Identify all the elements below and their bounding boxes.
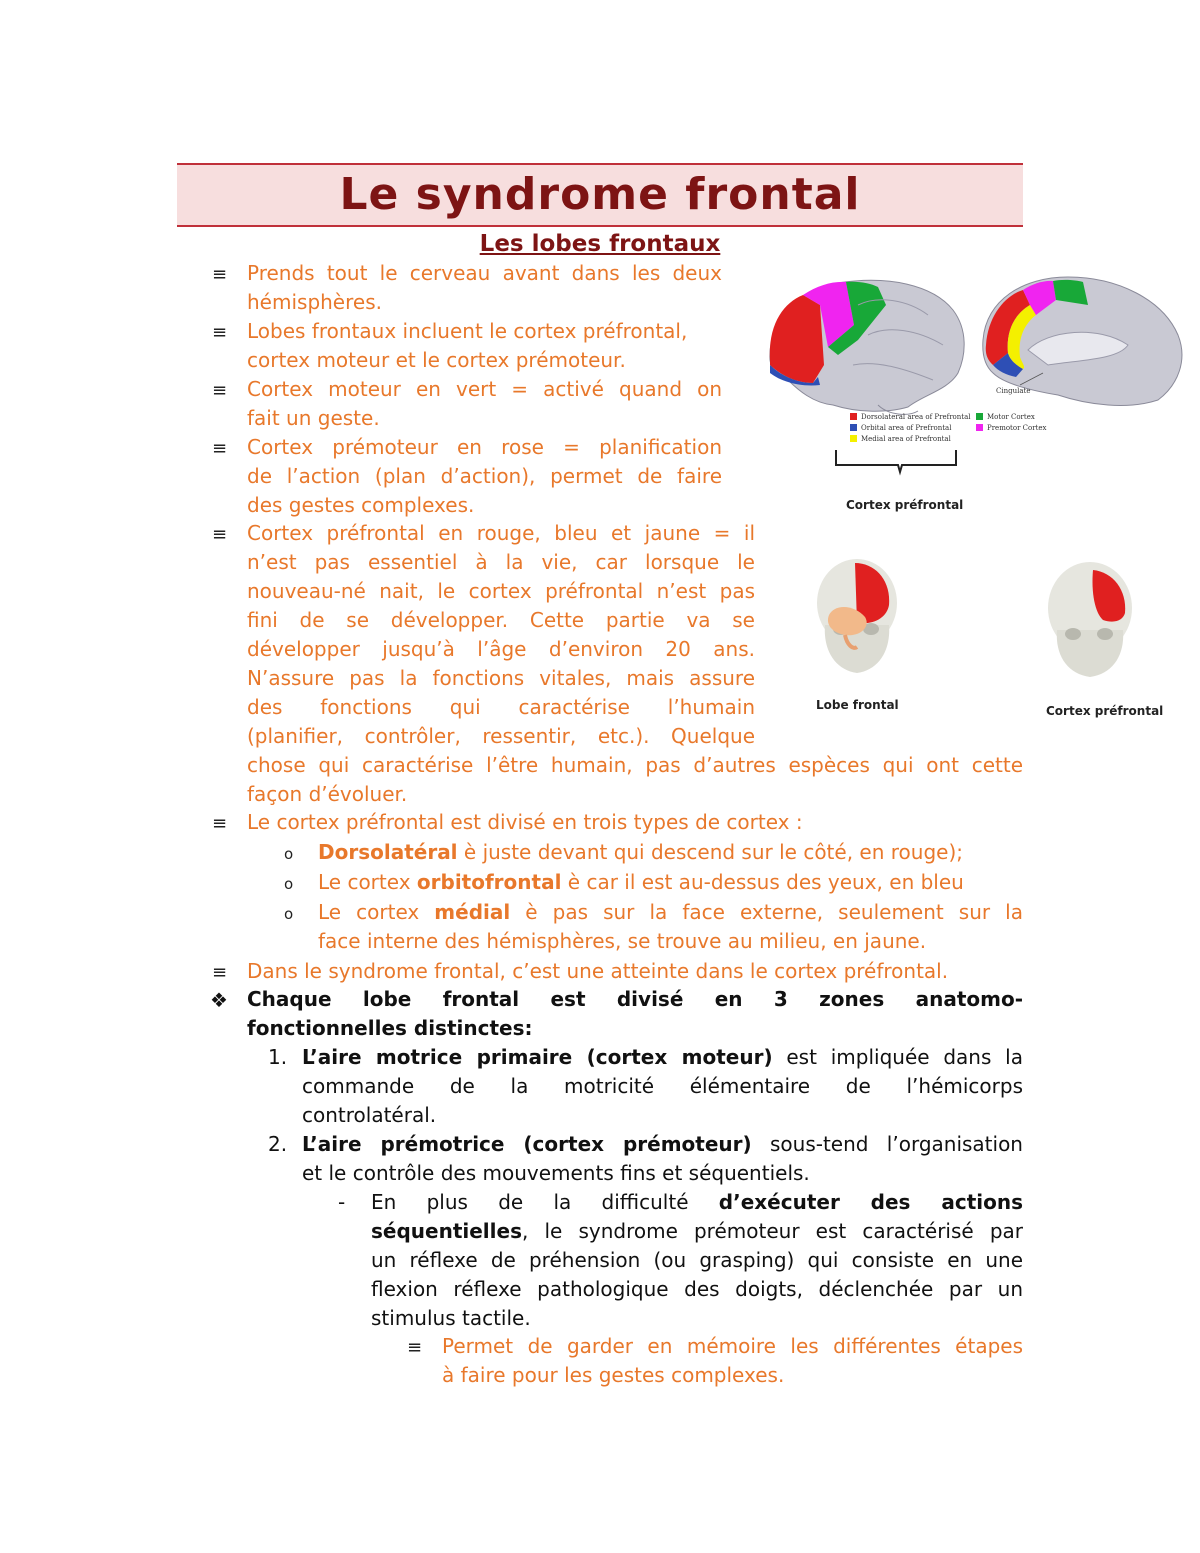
text-line: N’assure pas la fonctions vitales, mais assure [247, 666, 755, 690]
text-line: Le cortex préfrontal est divisé en trois types de cortex : [247, 810, 803, 834]
text-line: à faire pour les gestes complexes. [442, 1363, 785, 1387]
text-line: un réflexe de préhension (ou grasping) qui consiste en une [371, 1248, 1023, 1272]
cingulate-label: Cingulate [996, 387, 1031, 395]
text-line: des fonctions qui caractérise l’humain [247, 695, 755, 719]
text-line: hémisphères. [247, 290, 382, 314]
diamond-bullet-icon: ❖ [210, 988, 228, 1012]
text-line: et le contrôle des mouvements fins et séquentiels. [302, 1161, 810, 1185]
sub-bullet-icon: o [284, 875, 294, 893]
text-line: cortex moteur et le cortex prémoteur. [247, 348, 626, 372]
skull-frontal-lobe-image [805, 555, 910, 675]
bullet-icon: ≡ [212, 813, 228, 834]
text-line: façon d’évoluer. [247, 782, 408, 806]
text-line: controlatéral. [302, 1103, 437, 1127]
text-line: stimulus tactile. [371, 1306, 531, 1330]
text-line: Lobes frontaux incluent le cortex préfrontal, [247, 319, 688, 343]
svg-text:Medial area of Prefrontal: Medial area of Prefrontal [861, 435, 951, 443]
page-title: Le syndrome frontal [339, 169, 861, 220]
svg-text:Premotor Cortex: Premotor Cortex [987, 424, 1047, 432]
sub-bullet-icon: o [284, 905, 294, 923]
text-line: fonctionnelles distinctes: [247, 1016, 533, 1040]
numbered-item-2: L’aire prémotrice (cortex prémoteur) sous-tend l’organisation [302, 1132, 1023, 1156]
bullet-icon: ≡ [212, 322, 228, 343]
text-line: Permet de garder en mémoire les différentes étapes [442, 1334, 1023, 1358]
svg-text:Motor Cortex: Motor Cortex [987, 413, 1035, 421]
figure-caption: Lobe frontal [816, 698, 899, 712]
sub-item-medial: Le cortex médial è pas sur la face externe, seulement sur la [318, 900, 1023, 924]
text-line: de l’action (plan d’action), permet de faire [247, 464, 722, 488]
skull-prefrontal-image [1035, 558, 1145, 678]
text-line: nouveau-né nait, le cortex préfrontal n’est pas [247, 579, 755, 603]
svg-text:Orbital area of Prefrontal: Orbital area of Prefrontal [861, 424, 952, 432]
figure-caption: Cortex préfrontal [846, 498, 964, 512]
text-line: (planifier, contrôler, ressentir, etc.). Quelque [247, 724, 755, 748]
bullet-icon: ≡ [407, 1337, 423, 1358]
brain-diagram-figure [758, 265, 1190, 520]
bullet-icon: ≡ [212, 264, 228, 285]
text-line: fait un geste. [247, 406, 380, 430]
text-line: flexion réflexe pathologique des doigts, déclenchée par un [371, 1277, 1023, 1301]
sub-item-dorsolateral: Dorsolatéral è juste devant qui descend sur le côté, en rouge); [318, 840, 963, 864]
text-line: Dans le syndrome frontal, c’est une atteinte dans le cortex préfrontal. [247, 959, 949, 983]
sub-bullet-icon: o [284, 845, 294, 863]
text-line: commande de la motricité élémentaire de l’hémicorps [302, 1074, 1023, 1098]
section-heading: Les lobes frontaux [479, 231, 721, 257]
svg-text:Dorsolateral area of Prefronta: Dorsolateral area of Prefrontal [861, 413, 971, 421]
text-line: Chaque lobe frontal est divisé en 3 zones anatomo- [247, 987, 1023, 1011]
bullet-icon: ≡ [212, 380, 228, 401]
text-line: développer jusqu’à l’âge d’environ 20 ans. [247, 637, 755, 661]
text-line: Cortex préfrontal en rouge, bleu et jaune = il [247, 521, 755, 545]
text-line: chose qui caractérise l’être humain, pas d’autres espèces qui ont cette [247, 753, 1023, 777]
bullet-icon: ≡ [212, 524, 228, 545]
dash-bullet: - [338, 1190, 346, 1214]
text-line: Prends tout le cerveau avant dans les deux [247, 261, 722, 285]
text-line: Cortex moteur en vert = activé quand on [247, 377, 722, 401]
figure-caption: Cortex préfrontal [1046, 704, 1164, 718]
text-line: n’est pas essentiel à la vie, car lorsque le [247, 550, 755, 574]
bullet-icon: ≡ [212, 438, 228, 459]
text-line: séquentielles, le syndrome prémoteur est caractérisé par [371, 1219, 1023, 1243]
numbered-item-1: L’aire motrice primaire (cortex moteur) est impliquée dans la [302, 1045, 1023, 1069]
text-line: fini de se développer. Cette partie va se [247, 608, 755, 632]
list-number: 1. [268, 1045, 288, 1069]
text-line: face interne des hémisphères, se trouve au milieu, en jaune. [318, 929, 927, 953]
text-line: Cortex prémoteur en rose = planification [247, 435, 722, 459]
text-line: des gestes complexes. [247, 493, 475, 517]
list-number: 2. [268, 1132, 288, 1156]
title-box [177, 163, 1023, 227]
dash-item: En plus de la difficulté d’exécuter des actions [371, 1190, 1023, 1214]
sub-item-orbitofrontal: Le cortex orbitofrontal è car il est au-dessus des yeux, en bleu [318, 870, 964, 894]
bullet-icon: ≡ [212, 962, 228, 983]
